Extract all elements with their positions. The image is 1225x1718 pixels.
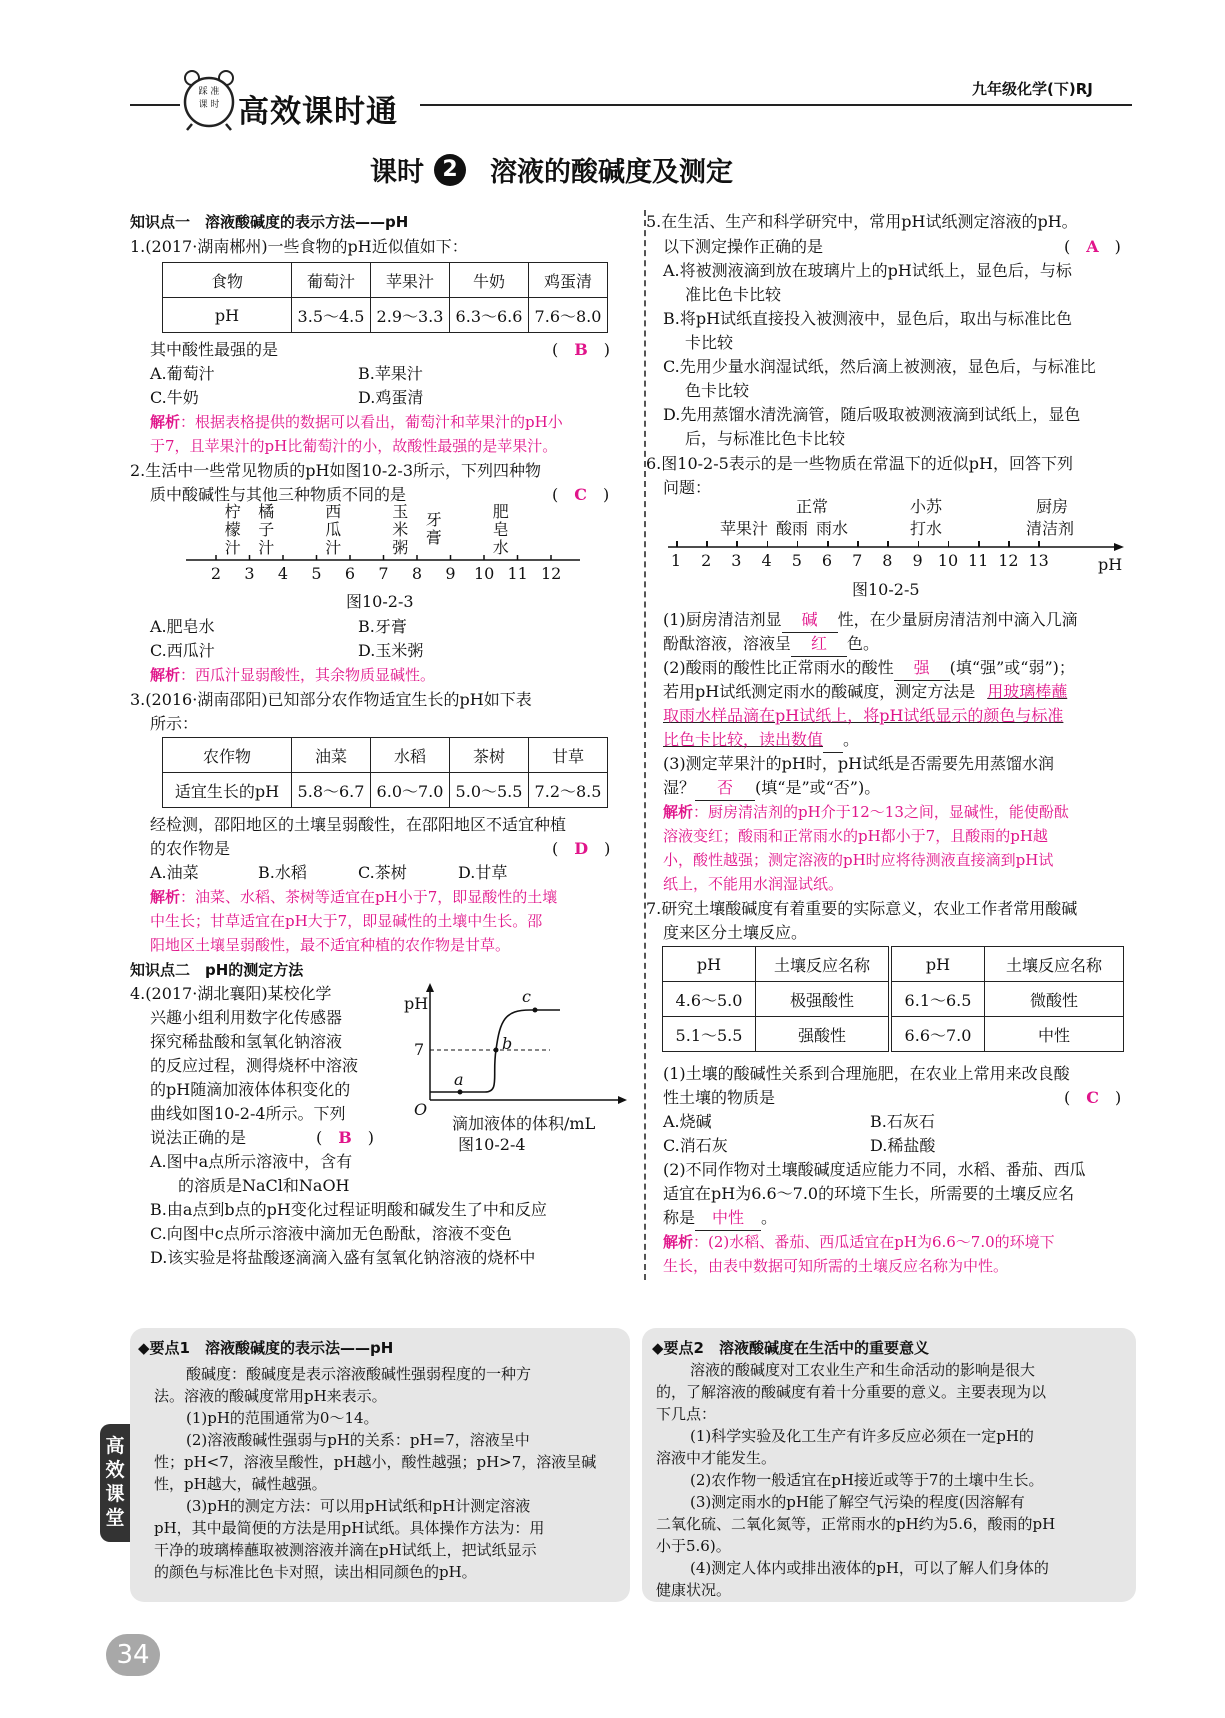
q4-stem-line: 兴趣小组利用数字化传感器 (150, 1008, 343, 1027)
q4-stem-line: 的pH随滴加液体体积变化的 (150, 1080, 351, 1099)
lesson-name: 溶液的酸碱度及测定 (490, 157, 733, 188)
q5-answer: A (1086, 237, 1099, 256)
analysis-label: 解析 (150, 666, 181, 684)
q4-stem-line: 说法正确的是 (150, 1128, 247, 1147)
q7-part1-line1: (1)土壤的酸碱性关系到合理施肥，在农业上常用来改良酸 (663, 1064, 1070, 1083)
q2-option-c: C.西瓜汁 (150, 641, 215, 660)
q2-option-d: D.玉米粥 (358, 641, 424, 660)
table-cell: 6.1～6.5 (890, 982, 985, 1017)
q7-stem-1: 7.研究土壤酸碱度有着重要的实际意义，农业工作者常用酸碱 (646, 899, 1078, 918)
table-cell: 牛奶 (450, 263, 529, 298)
q4-titration-graph (400, 980, 630, 1130)
scale-tick-label: 4 (761, 551, 772, 570)
label-apple-juice: 苹果汁 (720, 519, 769, 538)
q6-part2-answer-2: 取雨水样品滴在pH试纸上，将pH试纸显示的颜色与标准 (663, 706, 1064, 725)
table-cell: 5.0～5.5 (450, 773, 529, 808)
knowledge-point-2: 知识点二 pH的测定方法 (130, 961, 304, 979)
scale-tick (706, 541, 708, 547)
q6-part2-line1 (663, 656, 1075, 681)
side-tab (100, 1424, 130, 1542)
q3-option-d: D.甘草 (458, 863, 508, 882)
box2-line: 二氧化硫、二氧化氮等，正常雨水的pH约为5.6，酸雨的pH (656, 1515, 1056, 1533)
q5-option-a-1: A.将被测液滴到放在玻璃片上的pH试纸上，显色后，与标 (663, 261, 1072, 280)
graph-y-label: pH (404, 994, 429, 1013)
scale-tick (948, 541, 950, 547)
clock-logo (178, 66, 240, 132)
box2-title: ◆要点2 溶液酸碱度在生活中的重要意义 (652, 1339, 929, 1357)
label-soda-1: 小苏 (910, 497, 943, 516)
table-cell: 苹果汁 (371, 263, 450, 298)
scale-tick-label: 10 (937, 551, 959, 570)
q6-part3-line1: (3)测定苹果汁的pH时，pH试纸是否需要先用蒸馏水润 (663, 754, 1055, 773)
q1-question: 其中酸性最强的是 (150, 340, 279, 359)
scale-tick (1008, 541, 1010, 547)
box2-line: 健康状况。 (656, 1581, 732, 1599)
q5-option-a-2: 准比色卡比较 (685, 285, 782, 304)
graph-seven-label: 7 (414, 1040, 425, 1059)
q7-answer: C (1086, 1088, 1099, 1107)
scale-tick-label: 11 (968, 551, 989, 570)
q2-stem-2: 质中酸碱性与其他三种物质不同的是 (150, 485, 407, 504)
box1-title: ◆要点1 溶液酸碱度的表示法——pH (138, 1339, 394, 1357)
substance-label: 西瓜汁 (325, 502, 342, 557)
q3-analysis-1 (150, 885, 557, 909)
q4-stem-line: 探究稀盐酸和氢氧化钠溶液 (150, 1032, 343, 1051)
q7-answer-bracket: ( C ) (1064, 1088, 1122, 1107)
q6-analysis-2: 溶液变红；酸雨和正常雨水的pH都小于7，且酸雨的pH越 (663, 827, 1048, 845)
q3-stem-1: 3.(2016·湖南邵阳)已知部分农作物适宜生长的pH如下表 (130, 690, 532, 709)
table-cell: 水稻 (371, 738, 450, 773)
graph-y-arrow (426, 983, 434, 992)
text: 酚酞溶液，溶液呈 (663, 634, 792, 653)
q6-analysis-1 (663, 800, 1069, 824)
table-cell: 2.9～3.3 (371, 298, 450, 333)
scale-tick-label: 8 (411, 564, 423, 583)
box2-line: (4)测定人体内或排出液体的pH，可以了解人们身体的 (690, 1559, 1049, 1577)
q7-part2-line1: (2)不同作物对土壤酸碱度适应能力不同，水稻、番茄、西瓜 (663, 1160, 1086, 1179)
scale-tick-label: 5 (791, 551, 802, 570)
scale-tick-label: 3 (731, 551, 742, 570)
text: 色。 (847, 634, 880, 653)
graph-origin-label: O (414, 1100, 428, 1119)
scale-tick (887, 541, 889, 547)
answer-blank: 强 (894, 656, 950, 681)
table-row (663, 1017, 1124, 1052)
q6-figure-caption: 图10-2-5 (852, 580, 920, 599)
q6-part3-line2 (663, 776, 880, 801)
table-cell: 土壤反应名称 (756, 947, 891, 982)
box1-line: 性，pH越大，碱性越强。 (154, 1475, 327, 1493)
box1-line: pH，其中最简便的方法是用pH试纸。具体操作方法为：用 (154, 1519, 545, 1537)
analysis-label: 解析 (663, 803, 694, 821)
q2-analysis (150, 663, 435, 687)
graph-point-c (533, 1008, 538, 1013)
table-row (163, 298, 608, 333)
table-cell: 甘草 (529, 738, 608, 773)
box1-line: (1)pH的范围通常为0～14。 (186, 1409, 379, 1427)
scale-tick-label: 10 (474, 564, 495, 583)
scale-tick-label: 8 (882, 551, 893, 570)
table-row (663, 982, 1124, 1017)
analysis-text: ：(2)水稻、番茄、西瓜适宜在pH为6.6～7.0的环境下 (693, 1233, 1055, 1251)
table-cell: 葡萄汁 (292, 263, 371, 298)
q3-question-1: 经检测，邵阳地区的土壤呈弱酸性，在邵阳地区不适宜种植 (150, 815, 567, 834)
table-cell: 7.2～8.5 (529, 773, 608, 808)
table-cell: 鸡蛋清 (529, 263, 608, 298)
lesson-title (370, 150, 733, 189)
q4-option-c: C.向图中c点所示溶液中滴加无色酚酞，溶液不变色 (150, 1224, 512, 1243)
table-cell: 微酸性 (985, 982, 1124, 1017)
label-kitchen-1: 厨房 (1036, 497, 1069, 516)
q5-option-c-1: C.先用少量水润湿试纸，然后滴上被测液，显色后，与标准比 (663, 357, 1096, 376)
q4-option-a-2: 的溶质是NaCl和NaOH (178, 1176, 350, 1195)
table-cell: 4.6～5.0 (663, 982, 756, 1017)
box2-line: (2)农作物一般适宜在pH接近或等于7的土壤中生长。 (690, 1471, 1044, 1489)
box2-line: 下几点： (656, 1405, 717, 1423)
table-cell: 适宜生长的pH (163, 773, 292, 808)
page-number: 34 (106, 1634, 160, 1676)
table-cell: 3.5～4.5 (292, 298, 371, 333)
q7-stem-2: 度来区分土壤反应。 (663, 923, 808, 942)
analysis-text: ：油菜、水稻、茶树等适宜在pH小于7，即显酸性的土壤 (180, 888, 558, 906)
graph-c-label: c (522, 987, 531, 1006)
q3-question-2: 的农作物是 (150, 839, 231, 858)
box1-line: 的颜色与标准比色卡对照，读出相同颜色的pH。 (154, 1563, 477, 1581)
analysis-text: ：西瓜汁显弱酸性，其余物质显碱性。 (180, 666, 436, 684)
table-cell: 食物 (163, 263, 292, 298)
box1-line: 干净的玻璃棒蘸取被测溶液并滴在pH试纸上，把试纸显示 (154, 1541, 537, 1559)
text: 。 (761, 1208, 778, 1227)
q6-stem-2: 问题： (663, 478, 712, 497)
q1-stem: 1.(2017·湖南郴州)一些食物的pH近似值如下： (130, 237, 468, 256)
answer-blank: 用玻璃棒蘸 (987, 682, 1068, 701)
box2-line: 溶液的酸碱度对工农业生产和生命活动的影响是很大 (690, 1361, 1036, 1379)
analysis-text: ：根据表格提供的数据可以看出，葡萄汁和苹果汁的pH小 (180, 413, 563, 431)
scale-tick (1038, 541, 1040, 547)
q4-option-d: D.该实验是将盐酸逐滴滴入盛有氢氧化钠溶液的烧杯中 (150, 1248, 536, 1267)
scale-tick-label: 6 (821, 551, 833, 570)
q4-option-b: B.由a点到b点的pH变化过程证明酸和碱发生了中和反应 (150, 1200, 547, 1219)
scale-tick-label: 1 (670, 551, 682, 570)
table-cell: 极强酸性 (756, 982, 891, 1017)
scale-tick-label: 7 (378, 564, 389, 583)
graph-point-b (494, 1048, 499, 1053)
box1-line: (3)pH的测定方法：可以用pH试纸和pH计测定溶液 (186, 1497, 531, 1515)
scale-axis-arrow (1114, 543, 1124, 551)
box1-line: 法。溶液的酸碱度常用pH来表示。 (154, 1387, 387, 1405)
scale-tick-label: 3 (244, 564, 255, 583)
knowledge-point-1: 知识点一 溶液酸碱度的表示方法——pH (130, 213, 409, 231)
table-cell: pH (890, 947, 985, 982)
q3-option-b: B.水稻 (258, 863, 307, 882)
analysis-label: 解析 (150, 888, 181, 906)
q7-part2-line2: 适宜在pH为6.6～7.0的环境下生长，所需要的土壤反应名 (663, 1184, 1075, 1203)
table-cell: 油菜 (292, 738, 371, 773)
q7-analysis-2: 生长，由表中数据可知所需的土壤反应名称为中性。 (663, 1257, 1009, 1275)
answer-blank: 碱 (782, 608, 838, 633)
q4-stem-line: 4.(2017·湖北襄阳)某校化学 (130, 984, 332, 1003)
table-cell: pH (663, 947, 756, 982)
q1-table (162, 262, 608, 333)
header-line-right (420, 104, 1132, 106)
box2-line: 溶液中才能发生。 (656, 1449, 777, 1467)
q2-figure-caption: 图10-2-3 (346, 592, 414, 611)
text: (2)酸雨的酸性比正常雨水的酸性 (663, 658, 894, 677)
q7-table (662, 946, 1124, 1052)
q1-answer-bracket: ( B ) (552, 340, 611, 359)
scale-tick-label: 11 (507, 564, 528, 583)
text: 。 (843, 730, 860, 749)
table-row (163, 738, 608, 773)
q7-part2-line3 (663, 1206, 777, 1231)
answer-blank: 中性 (695, 1206, 761, 1231)
q3-analysis-2: 中生长；甘草适宜在pH大于7，即显碱性的土壤中生长。邵 (150, 912, 543, 930)
table-cell: 5.1～5.5 (663, 1017, 756, 1052)
answer-blank: 否 (695, 776, 755, 801)
q1-option-d: D.鸡蛋清 (358, 388, 424, 407)
q5-stem-1: 5.在生活、生产和科学研究中，常用pH试纸测定溶液的pH。 (646, 212, 1078, 231)
q5-answer-bracket: ( A ) (1064, 237, 1121, 256)
box1-line: 酸碱度：酸碱度是表示溶液酸碱性强弱程度的一种方 (186, 1365, 532, 1383)
column-divider (644, 210, 646, 1280)
q7-option-c: C.消石灰 (663, 1136, 728, 1155)
q4-figure-caption: 图10-2-4 (458, 1135, 526, 1154)
table-cell: 6.0～7.0 (371, 773, 450, 808)
substance-label: 玉米粥 (392, 502, 409, 557)
table-row (163, 773, 608, 808)
q7-option-b: B.石灰石 (870, 1112, 935, 1131)
q3-table (162, 737, 608, 808)
scale-tick-label: 9 (912, 551, 923, 570)
q7-analysis-1 (663, 1230, 1055, 1254)
graph-b-label: b (502, 1034, 513, 1053)
substance-label: 牙膏 (425, 510, 442, 547)
label-normal-1: 正常 (796, 497, 829, 516)
q2-ph-scale (180, 502, 620, 593)
side-tab-text: 高效课堂 (105, 1435, 125, 1529)
book-title: 九年级化学(下)RJ (972, 80, 1093, 98)
q4-stem-line: 曲线如图10-2-4所示。下列 (150, 1104, 346, 1123)
box1-line: 性；pH<7，溶液呈酸性，pH越小，酸性越强；pH>7，溶液呈碱 (154, 1453, 597, 1471)
q4-x-axis-label: 滴加液体的体积/mL (452, 1114, 596, 1133)
q2-answer-bracket: ( C ) (552, 485, 610, 504)
q5-option-b-1: B.将pH试纸直接投入被测液中，显色后，取出与标准比色 (663, 309, 1073, 328)
q4-stem-line: 的反应过程，测得烧杯中溶液 (150, 1056, 359, 1075)
table-row (663, 947, 1124, 982)
q5-option-d-1: D.先用蒸馏水清洗滴管，随后吸取被测液滴到试纸上，显色 (663, 405, 1081, 424)
table-cell: pH (163, 298, 292, 333)
q7-option-a: A.烧碱 (663, 1112, 712, 1131)
key-point-box-2 (642, 1328, 1136, 1602)
brand-title: 高效课时通 (238, 94, 398, 130)
graph-x-arrow (618, 1096, 627, 1104)
text: 称是 (663, 1208, 696, 1227)
box1-line: (2)溶液酸碱性强弱与pH的关系：pH=7，溶液呈中 (186, 1431, 530, 1449)
lesson-number-badge: 2 (434, 154, 466, 186)
clock-text: 踩 准 课 时 (198, 87, 220, 110)
q6-analysis-3: 小，酸性越强；测定溶液的pH时应将待测液直接滴到pH试 (663, 851, 1054, 869)
answer-blank: 比色卡比较，读出数值 (663, 730, 824, 749)
q5-stem-2: 以下测定操作正确的是 (663, 237, 824, 256)
q1-analysis-1 (150, 410, 563, 434)
q3-answer: D (574, 839, 589, 858)
text: (1)厨房清洁剂显 (663, 610, 782, 629)
box2-line: 的，了解溶液的酸碱度有着十分重要的意义。主要表现为以 (656, 1383, 1047, 1401)
q5-option-d-2: 后，与标准比色卡比较 (685, 429, 846, 448)
label-normal-2: 雨水 (816, 519, 849, 538)
scale-tick (736, 541, 738, 547)
lesson-prefix: 课时 (370, 157, 424, 188)
table-row (163, 263, 608, 298)
text: 若用pH试纸测定雨水的酸碱度，测定方法是 (663, 682, 976, 701)
analysis-text: ：厨房清洁剂的pH介于12～13之间，显碱性，能使酚酞 (693, 803, 1069, 821)
scale-tick-label: 7 (852, 551, 863, 570)
q1-analysis-2: 于7，且苹果汁的pH比葡萄汁的小，故酸性最强的是苹果汁。 (150, 437, 558, 455)
scale-tick-label: 2 (701, 551, 712, 570)
q6-analysis-4: 纸上，不能用水润湿试纸。 (663, 875, 844, 893)
substance-label: 橘子汁 (258, 502, 275, 557)
scale-tick-label: 12 (541, 564, 562, 583)
q5-option-c-2: 色卡比较 (685, 381, 750, 400)
box2-line: 小于5.6)。 (656, 1537, 731, 1555)
q6-part2-line2 (663, 680, 1067, 704)
scale-tick (978, 541, 980, 547)
table-cell: 强酸性 (756, 1017, 891, 1052)
table-cell: 土壤反应名称 (985, 947, 1124, 982)
text: 湿？ (663, 778, 696, 797)
graph-a-label: a (454, 1070, 464, 1089)
text: (填“强”或“弱”)； (949, 658, 1075, 677)
scale-tick-label: 5 (311, 564, 322, 583)
label-acid-rain: 酸雨 (776, 519, 809, 538)
scale-tick-label: 12 (998, 551, 1019, 570)
header-line-left (130, 104, 180, 106)
q2-stem-1: 2.生活中一些常见物质的pH如图10-2-3所示，下列四种物 (130, 461, 541, 480)
q6-part2-line4 (663, 728, 859, 753)
q7-part1-line2: 性土壤的物质是 (663, 1088, 776, 1107)
analysis-label: 解析 (150, 413, 181, 431)
table-cell: 7.6～8.0 (529, 298, 608, 333)
scale-tick (857, 541, 859, 547)
q3-analysis-3: 阳地区土壤呈弱酸性，最不适宜种植的农作物是甘草。 (150, 936, 511, 954)
q3-option-a: A.油菜 (150, 863, 199, 882)
box2-line: (3)测定雨水的pH能了解空气污染的程度(因溶解有 (690, 1493, 1025, 1511)
text: (填“是”或“否”)。 (755, 778, 881, 797)
key-point-box-1 (130, 1328, 630, 1602)
scale-tick (767, 541, 769, 547)
q1-answer: B (574, 340, 588, 359)
analysis-label: 解析 (663, 1233, 694, 1251)
table-cell: 6.6～7.0 (890, 1017, 985, 1052)
q4-answer-bracket: ( B ) (316, 1128, 375, 1147)
q4-option-a-1: A.图中a点所示溶液中，含有 (150, 1152, 353, 1171)
q1-option-b: B.苹果汁 (358, 364, 423, 383)
scale-tick-label: 13 (1028, 551, 1049, 570)
scale-tick-label: 6 (344, 564, 356, 583)
scale-tick (797, 541, 799, 547)
substance-label: 柠檬汁 (224, 502, 241, 557)
q3-answer-bracket: ( D ) (552, 839, 611, 858)
q3-option-c: C.茶树 (358, 863, 407, 882)
q6-stem-1: 6.图10-2-5表示的是一些物质在常温下的近似pH，回答下列 (646, 454, 1073, 473)
q2-option-a: A.肥皂水 (150, 617, 215, 636)
scale-tick-label: 2 (210, 564, 222, 583)
label-kitchen-2: 清洁剂 (1026, 519, 1075, 538)
q6-part1-line1 (663, 608, 1078, 633)
q1-option-c: C.牛奶 (150, 388, 199, 407)
q2-answer: C (574, 485, 587, 504)
q1-option-a: A.葡萄汁 (150, 364, 215, 383)
scale-tick-label: 9 (445, 564, 456, 583)
scale-tick (918, 541, 920, 547)
table-cell: 茶树 (450, 738, 529, 773)
table-cell: 中性 (985, 1017, 1124, 1052)
table-cell: 5.8～6.7 (292, 773, 371, 808)
q6-ph-scale (668, 495, 1128, 575)
q7-option-d: D.稀盐酸 (870, 1136, 936, 1155)
scale-tick (676, 541, 678, 547)
text: 性，在少量厨房清洁剂中滴入几滴 (837, 610, 1078, 629)
table-cell: 6.3～6.6 (450, 298, 529, 333)
q6-part1-line2 (663, 632, 879, 657)
scale-tick (827, 541, 829, 547)
answer-blank: 红 (791, 632, 847, 657)
q2-option-b: B.牙膏 (358, 617, 407, 636)
table-cell: 农作物 (163, 738, 292, 773)
scale-tick-label: 4 (277, 564, 289, 583)
q3-stem-2: 所示： (150, 714, 199, 733)
scale-unit: pH (1098, 555, 1123, 574)
label-soda-2: 打水 (910, 519, 943, 538)
substance-label: 肥皂水 (492, 502, 509, 557)
q5-option-b-2: 卡比较 (685, 333, 734, 352)
box2-line: (1)科学实验及化工生产有许多反应必须在一定pH的 (690, 1427, 1034, 1445)
q4-answer: B (338, 1128, 352, 1147)
